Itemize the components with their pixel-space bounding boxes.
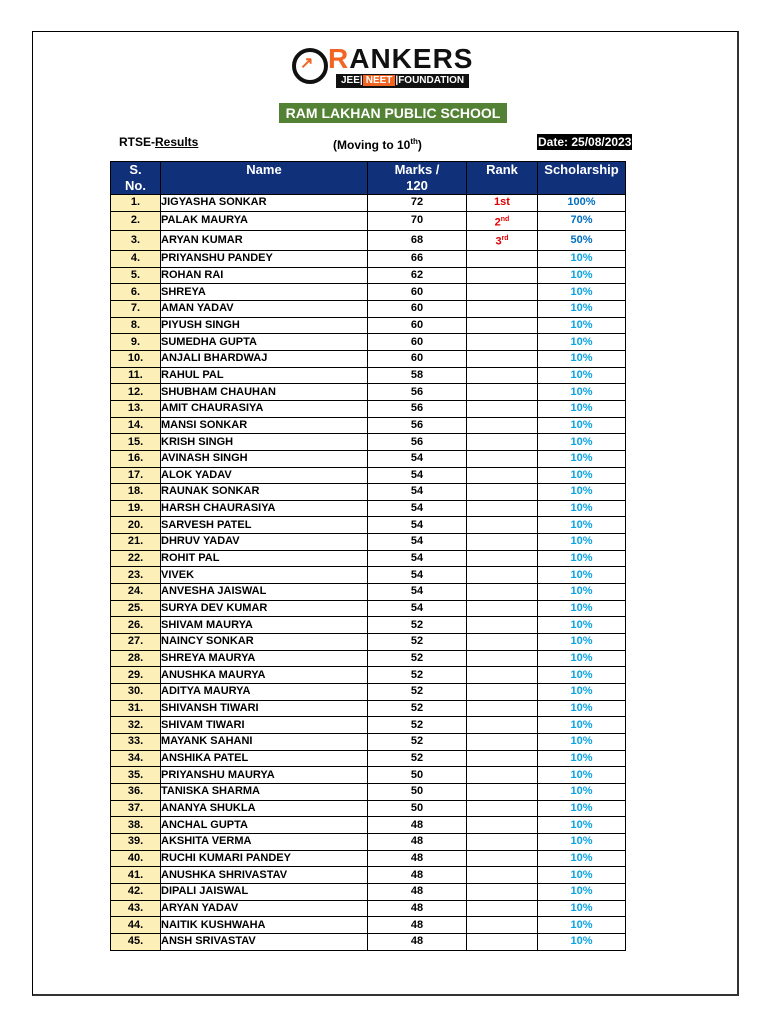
student-name: ANSHIKA PATEL (161, 750, 368, 767)
serial-number: 19. (111, 500, 161, 517)
student-rank (467, 534, 538, 551)
scholarship-value: 10% (538, 400, 626, 417)
table-row (111, 750, 626, 767)
serial-number: 40. (111, 850, 161, 867)
table-row (111, 231, 626, 251)
student-marks: 48 (368, 900, 467, 917)
student-marks: 60 (368, 317, 467, 334)
scholarship-value: 10% (538, 833, 626, 850)
table-body (111, 195, 626, 951)
serial-number: 38. (111, 817, 161, 834)
serial-number: 27. (111, 634, 161, 651)
table-row (111, 700, 626, 717)
student-rank (467, 933, 538, 950)
scholarship-value: 10% (538, 550, 626, 567)
scholarship-value: 10% (538, 567, 626, 584)
trend-arrow-icon: ↗ (300, 55, 314, 72)
table-row (111, 434, 626, 451)
scholarship-value: 100% (538, 195, 626, 212)
scholarship-value: 10% (538, 484, 626, 501)
student-marks: 66 (368, 250, 467, 267)
serial-number: 12. (111, 384, 161, 401)
serial-number: 3. (111, 231, 161, 251)
student-rank (467, 883, 538, 900)
scholarship-value: 10% (538, 284, 626, 301)
table-row (111, 933, 626, 950)
scholarship-value: 10% (538, 300, 626, 317)
table-row (111, 317, 626, 334)
table-row (111, 484, 626, 501)
student-rank (467, 767, 538, 784)
serial-number: 21. (111, 534, 161, 551)
serial-number: 25. (111, 600, 161, 617)
student-name: SHIVAM TIWARI (161, 717, 368, 734)
student-name: ANJALI BHARDWAJ (161, 350, 368, 367)
student-marks: 68 (368, 231, 467, 251)
table-row (111, 450, 626, 467)
student-marks: 54 (368, 484, 467, 501)
scholarship-value: 10% (538, 634, 626, 651)
table-row (111, 850, 626, 867)
student-marks: 56 (368, 384, 467, 401)
student-marks: 48 (368, 933, 467, 950)
scholarship-value: 10% (538, 384, 626, 401)
student-marks: 56 (368, 417, 467, 434)
table-row (111, 667, 626, 684)
student-marks: 54 (368, 450, 467, 467)
scholarship-value: 10% (538, 650, 626, 667)
student-rank (467, 750, 538, 767)
serial-number: 42. (111, 883, 161, 900)
student-rank (467, 434, 538, 451)
col-name-header: Name (161, 162, 368, 195)
student-rank (467, 334, 538, 351)
table-row (111, 517, 626, 534)
student-name: AMIT CHAURASIYA (161, 400, 368, 417)
student-name: ALOK YADAV (161, 467, 368, 484)
scholarship-value: 10% (538, 917, 626, 934)
student-rank (467, 917, 538, 934)
student-name: MANSI SONKAR (161, 417, 368, 434)
serial-number: 26. (111, 617, 161, 634)
student-name: SARVESH PATEL (161, 517, 368, 534)
serial-number: 17. (111, 467, 161, 484)
student-name: AKSHITA VERMA (161, 833, 368, 850)
student-marks: 52 (368, 750, 467, 767)
table-row (111, 400, 626, 417)
rank-suffix: nd (500, 215, 510, 223)
student-name: DIPALI JAISWAL (161, 883, 368, 900)
scholarship-value: 10% (538, 717, 626, 734)
serial-number: 24. (111, 584, 161, 601)
student-rank: 3rd (467, 231, 538, 251)
table-row (111, 767, 626, 784)
scholarship-value: 10% (538, 750, 626, 767)
scholarship-value: 10% (538, 534, 626, 551)
scholarship-value: 10% (538, 434, 626, 451)
student-rank (467, 384, 538, 401)
student-rank (467, 400, 538, 417)
serial-number: 4. (111, 250, 161, 267)
student-rank (467, 900, 538, 917)
student-rank (467, 284, 538, 301)
student-name: SURYA DEV KUMAR (161, 600, 368, 617)
serial-number: 39. (111, 833, 161, 850)
serial-number: 34. (111, 750, 161, 767)
serial-number: 36. (111, 783, 161, 800)
student-marks: 62 (368, 267, 467, 284)
student-marks: 52 (368, 717, 467, 734)
scholarship-value: 10% (538, 600, 626, 617)
serial-number: 18. (111, 484, 161, 501)
table-row (111, 284, 626, 301)
student-rank (467, 800, 538, 817)
student-rank (467, 550, 538, 567)
table-row (111, 734, 626, 751)
table-row (111, 600, 626, 617)
serial-number: 6. (111, 284, 161, 301)
student-name: PIYUSH SINGH (161, 317, 368, 334)
student-marks: 54 (368, 567, 467, 584)
student-rank: 1st (467, 195, 538, 212)
student-rank (467, 584, 538, 601)
table-row (111, 567, 626, 584)
scholarship-value: 10% (538, 767, 626, 784)
student-rank (467, 867, 538, 884)
student-rank (467, 517, 538, 534)
student-rank (467, 600, 538, 617)
table-row (111, 867, 626, 884)
student-name: PRIYANSHU PANDEY (161, 250, 368, 267)
exam-title: RTSE-Results (119, 135, 199, 149)
serial-number: 22. (111, 550, 161, 567)
student-name: VIVEK (161, 567, 368, 584)
student-name: ROHAN RAI (161, 267, 368, 284)
table-row (111, 833, 626, 850)
student-name: SHIVAM MAURYA (161, 617, 368, 634)
scholarship-value: 10% (538, 317, 626, 334)
scholarship-value: 10% (538, 367, 626, 384)
student-marks: 72 (368, 195, 467, 212)
serial-number: 16. (111, 450, 161, 467)
student-rank (467, 317, 538, 334)
scholarship-value: 10% (538, 700, 626, 717)
student-marks: 48 (368, 917, 467, 934)
class-moving-note: (Moving to 10th) (333, 137, 422, 152)
student-name: SHREYA MAURYA (161, 650, 368, 667)
student-rank (467, 500, 538, 517)
serial-number: 10. (111, 350, 161, 367)
student-rank (467, 617, 538, 634)
student-marks: 48 (368, 833, 467, 850)
student-name: ANSH SRIVASTAV (161, 933, 368, 950)
student-marks: 70 (368, 211, 467, 231)
table-row (111, 617, 626, 634)
serial-number: 35. (111, 767, 161, 784)
logo-wordmark: RANKERS (328, 43, 474, 74)
student-rank (467, 850, 538, 867)
serial-number: 32. (111, 717, 161, 734)
table-row (111, 650, 626, 667)
student-marks: 52 (368, 734, 467, 751)
student-marks: 50 (368, 783, 467, 800)
table-row (111, 550, 626, 567)
student-marks: 60 (368, 334, 467, 351)
table-row (111, 534, 626, 551)
student-marks: 60 (368, 300, 467, 317)
col-marks-header: Marks / 120 (368, 162, 467, 195)
student-name: RAHUL PAL (161, 367, 368, 384)
student-name: HARSH CHAURASIYA (161, 500, 368, 517)
student-rank (467, 817, 538, 834)
serial-number: 43. (111, 900, 161, 917)
student-name: NAINCY SONKAR (161, 634, 368, 651)
student-marks: 54 (368, 467, 467, 484)
serial-number: 13. (111, 400, 161, 417)
student-marks: 60 (368, 284, 467, 301)
scholarship-value: 10% (538, 667, 626, 684)
serial-number: 5. (111, 267, 161, 284)
student-marks: 52 (368, 667, 467, 684)
table-row (111, 211, 626, 231)
table-header-row (111, 162, 626, 195)
student-marks: 54 (368, 534, 467, 551)
table-row (111, 367, 626, 384)
student-name: ANANYA SHUKLA (161, 800, 368, 817)
scholarship-value: 10% (538, 817, 626, 834)
table-row (111, 917, 626, 934)
scholarship-value: 10% (538, 250, 626, 267)
student-rank (467, 300, 538, 317)
student-marks: 54 (368, 550, 467, 567)
scholarship-value: 10% (538, 267, 626, 284)
serial-number: 8. (111, 317, 161, 334)
serial-number: 31. (111, 700, 161, 717)
student-name: AMAN YADAV (161, 300, 368, 317)
table-row (111, 195, 626, 212)
results-table (110, 161, 626, 951)
serial-number: 45. (111, 933, 161, 950)
serial-number: 28. (111, 650, 161, 667)
table-row (111, 350, 626, 367)
serial-number: 15. (111, 434, 161, 451)
student-marks: 52 (368, 700, 467, 717)
student-name: SHIVANSH TIWARI (161, 700, 368, 717)
result-date: Date: 25/08/2023 (538, 135, 632, 149)
table-row (111, 883, 626, 900)
logo-subtitle: JEE| NEET |FOUNDATION (336, 74, 469, 88)
serial-number: 20. (111, 517, 161, 534)
student-name: SHUBHAM CHAUHAN (161, 384, 368, 401)
student-name: ADITYA MAURYA (161, 684, 368, 701)
scholarship-value: 10% (538, 617, 626, 634)
serial-number: 14. (111, 417, 161, 434)
student-name: PRIYANSHU MAURYA (161, 767, 368, 784)
student-name: ROHIT PAL (161, 550, 368, 567)
student-rank (467, 467, 538, 484)
student-name: NAITIK KUSHWAHA (161, 917, 368, 934)
student-rank (467, 417, 538, 434)
student-name: ANUSHKA SHRIVASTAV (161, 867, 368, 884)
col-scholarship-header: Scholarship (538, 162, 626, 195)
student-name: DHRUV YADAV (161, 534, 368, 551)
serial-number: 37. (111, 800, 161, 817)
student-marks: 60 (368, 350, 467, 367)
student-name: ANCHAL GUPTA (161, 817, 368, 834)
col-sno-header: S. No. (111, 162, 161, 195)
student-rank (467, 367, 538, 384)
student-marks: 56 (368, 434, 467, 451)
student-marks: 54 (368, 517, 467, 534)
student-rank (467, 250, 538, 267)
table-row (111, 500, 626, 517)
scholarship-value: 10% (538, 867, 626, 884)
student-marks: 52 (368, 634, 467, 651)
serial-number: 23. (111, 567, 161, 584)
rankers-logo (292, 43, 492, 90)
col-rank-header: Rank (467, 162, 538, 195)
student-rank (467, 717, 538, 734)
scholarship-value: 70% (538, 211, 626, 231)
scholarship-value: 10% (538, 734, 626, 751)
student-rank (467, 833, 538, 850)
student-name: ANVESHA JAISWAL (161, 584, 368, 601)
scholarship-value: 10% (538, 584, 626, 601)
student-name: TANISKA SHARMA (161, 783, 368, 800)
student-rank (467, 667, 538, 684)
scholarship-value: 10% (538, 500, 626, 517)
scholarship-value: 10% (538, 467, 626, 484)
serial-number: 1. (111, 195, 161, 212)
table-row (111, 717, 626, 734)
table-row (111, 300, 626, 317)
scholarship-value: 10% (538, 450, 626, 467)
student-rank (467, 650, 538, 667)
table-row (111, 634, 626, 651)
table-row (111, 684, 626, 701)
student-marks: 52 (368, 650, 467, 667)
scholarship-value: 10% (538, 684, 626, 701)
student-name: ARYAN YADAV (161, 900, 368, 917)
student-marks: 54 (368, 600, 467, 617)
scholarship-value: 50% (538, 231, 626, 251)
student-marks: 52 (368, 617, 467, 634)
student-name: PALAK MAURYA (161, 211, 368, 231)
student-rank (467, 484, 538, 501)
scholarship-value: 10% (538, 517, 626, 534)
student-marks: 54 (368, 500, 467, 517)
student-name: SUMEDHA GUPTA (161, 334, 368, 351)
student-rank (467, 734, 538, 751)
student-rank (467, 634, 538, 651)
serial-number: 7. (111, 300, 161, 317)
scholarship-value: 10% (538, 850, 626, 867)
scholarship-value: 10% (538, 334, 626, 351)
table-row (111, 783, 626, 800)
student-rank (467, 267, 538, 284)
scholarship-value: 10% (538, 883, 626, 900)
student-name: SHREYA (161, 284, 368, 301)
student-rank: 2nd (467, 211, 538, 231)
student-name: ANUSHKA MAURYA (161, 667, 368, 684)
student-rank (467, 350, 538, 367)
table-row (111, 334, 626, 351)
student-marks: 50 (368, 800, 467, 817)
student-marks: 48 (368, 867, 467, 884)
serial-number: 2. (111, 211, 161, 231)
student-marks: 52 (368, 684, 467, 701)
scholarship-value: 10% (538, 350, 626, 367)
student-marks: 50 (368, 767, 467, 784)
table-row (111, 250, 626, 267)
student-name: RAUNAK SONKAR (161, 484, 368, 501)
student-marks: 48 (368, 883, 467, 900)
student-name: ARYAN KUMAR (161, 231, 368, 251)
serial-number: 11. (111, 367, 161, 384)
student-rank (467, 567, 538, 584)
school-name-banner: RAM LAKHAN PUBLIC SCHOOL (279, 103, 507, 123)
student-rank (467, 450, 538, 467)
table-row (111, 800, 626, 817)
serial-number: 9. (111, 334, 161, 351)
table-row (111, 384, 626, 401)
scholarship-value: 10% (538, 783, 626, 800)
table-row (111, 467, 626, 484)
serial-number: 33. (111, 734, 161, 751)
serial-number: 29. (111, 667, 161, 684)
student-marks: 48 (368, 850, 467, 867)
student-marks: 48 (368, 817, 467, 834)
scholarship-value: 10% (538, 900, 626, 917)
scholarship-value: 10% (538, 933, 626, 950)
student-name: KRISH SINGH (161, 434, 368, 451)
serial-number: 44. (111, 917, 161, 934)
student-name: JIGYASHA SONKAR (161, 195, 368, 212)
scholarship-value: 10% (538, 417, 626, 434)
rank-suffix: rd (501, 235, 509, 243)
serial-number: 30. (111, 684, 161, 701)
table-row (111, 584, 626, 601)
table-row (111, 900, 626, 917)
student-rank (467, 783, 538, 800)
student-rank (467, 700, 538, 717)
student-name: RUCHI KUMARI PANDEY (161, 850, 368, 867)
serial-number: 41. (111, 867, 161, 884)
student-rank (467, 684, 538, 701)
student-marks: 58 (368, 367, 467, 384)
table-row (111, 417, 626, 434)
scholarship-value: 10% (538, 800, 626, 817)
table-row (111, 267, 626, 284)
table-row (111, 817, 626, 834)
student-name: AVINASH SINGH (161, 450, 368, 467)
student-name: MAYANK SAHANI (161, 734, 368, 751)
student-marks: 54 (368, 584, 467, 601)
student-marks: 56 (368, 400, 467, 417)
